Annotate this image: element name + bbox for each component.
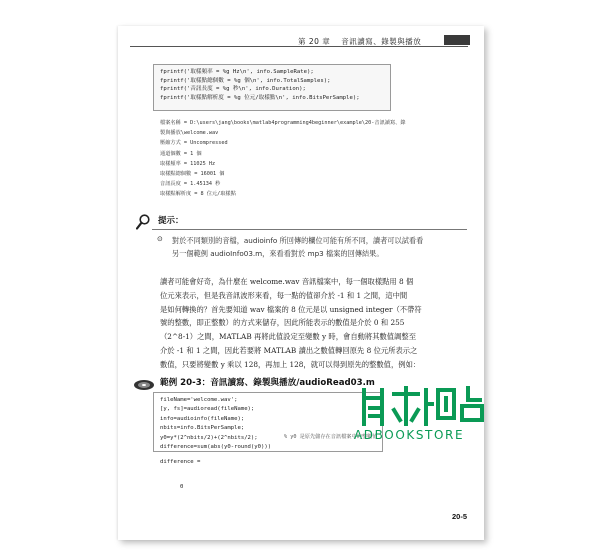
page-number: 20-5 [452,512,468,521]
code-block-fprintf [153,64,391,111]
code-line: info=audioinfo(fileName); [160,415,245,422]
running-head: 第 20 章 音訊讀寫、錄製與播放 [298,37,422,46]
watermark-text: ADBOOKSTORE [354,428,465,442]
code-line: fprintf('取樣頻率 = %g Hz\n', info.SampleRate); [160,69,314,75]
code-line: fprintf('取樣點解析度 = %g 位元/取樣點\n', info.BitsPerSample); [160,94,360,101]
header-rule [130,46,468,47]
code-line: nbits=info.BitsPerSample; [160,425,245,432]
example-title: 範例 20-3：音訊讀寫、錄製與播放/audioRead03.m [160,378,375,388]
output-label: difference = [160,459,201,465]
tip-line: 對於不同類別的音檔，audioinfo 所回傳的欄位可能有所不同，讀者可以試看看 [172,236,424,245]
tip-rule [152,229,467,230]
code-comment: % y0 是原先儲存在音訊檔案中的整數值 [284,434,378,440]
output-line: 製與播放\welcome.wav [160,130,219,137]
output-line: 取樣點解析度 = 8 位元/取樣點 [160,191,236,198]
paragraph-line: 是如何轉換的？首先要知道 wav 檔案的 8 位元是以 unsigned integer（不帶符 [160,304,422,314]
header-tab-block [444,35,470,45]
code-line: difference=sum(abs(y0-round(y0))) [160,444,272,451]
code-line: fprintf('音訊長度 = %g 秒\n', info.Duration); [160,86,306,93]
tip-title: 提示： [158,216,184,226]
tip-bullet: ⊙ [157,235,163,243]
audioinfo-output [160,118,460,200]
magnifier-icon [136,214,150,230]
chapter-label: 第 20 章 [298,37,331,46]
chapter-title-part1: 音訊讀寫 [341,37,374,46]
code-block-example [153,392,383,452]
paragraph-line: 位元來表示，但是我音訊波形來看，每一點的值卻介於 -1 和 1 之間，這中間 [160,290,408,300]
code-line: y0=y*(2^nbits/2)+(2^nbits/2); [160,434,258,441]
code-line: fileName='welcome.wav'; [160,397,238,403]
paragraph-line: 介於 -1 和 1 之間，因此若要將 MATLAB 讀出之數值轉回原先 8 位元所表示之 [160,345,418,355]
output-line: 壓縮方式 = Uncompressed [160,140,228,147]
output-line: 取樣頻率 = 11025 Hz [160,160,216,167]
paragraph-line: 號的整數，即正整數）的方式來儲存，因此所能表示的數值是介於 0 和 255 [160,318,405,328]
code-line: fprintf('取樣點總個數 = %g 個\n', info.TotalSamples); [160,77,331,84]
paragraph-line: 數值，只要將變數 y 乘以 128，再加上 128，就可以得到原先的整數值，例如： [160,359,421,369]
paragraph-line: 讀者可能會好奇，為什麼在 welcome.wav 音訊檔案中，每一個取樣點用 8 個 [160,277,414,286]
paragraph-line: （2^8-1）之間，MATLAB 再將此值設定至變數 y 時，會自動將其數值調整至 [160,332,416,342]
tip-text [172,234,462,260]
code-line: [y, fs]=audioread(fileName); [160,406,255,413]
output-value: 0 [180,484,184,490]
output-line: 檔案名稱 = D:\users\jang\books\matlab4programming4beginner\example\20-音訊讀寫、錄 [160,120,406,126]
output-line: 取樣點總個數 = 16001 個 [160,171,225,178]
watermark-logo [360,384,484,428]
body-paragraph [160,275,460,372]
output-line: 通道個數 = 1 個 [160,150,202,157]
cd-disc-icon [133,376,155,388]
tip-line: 另一個範例 audioInfo03.m，來看看對於 mp3 檔案的回傳結果。 [172,249,384,258]
output-line: 音訊長度 = 1.45134 秒 [160,181,221,188]
chapter-title-part2: 錄製與播放 [381,37,422,46]
